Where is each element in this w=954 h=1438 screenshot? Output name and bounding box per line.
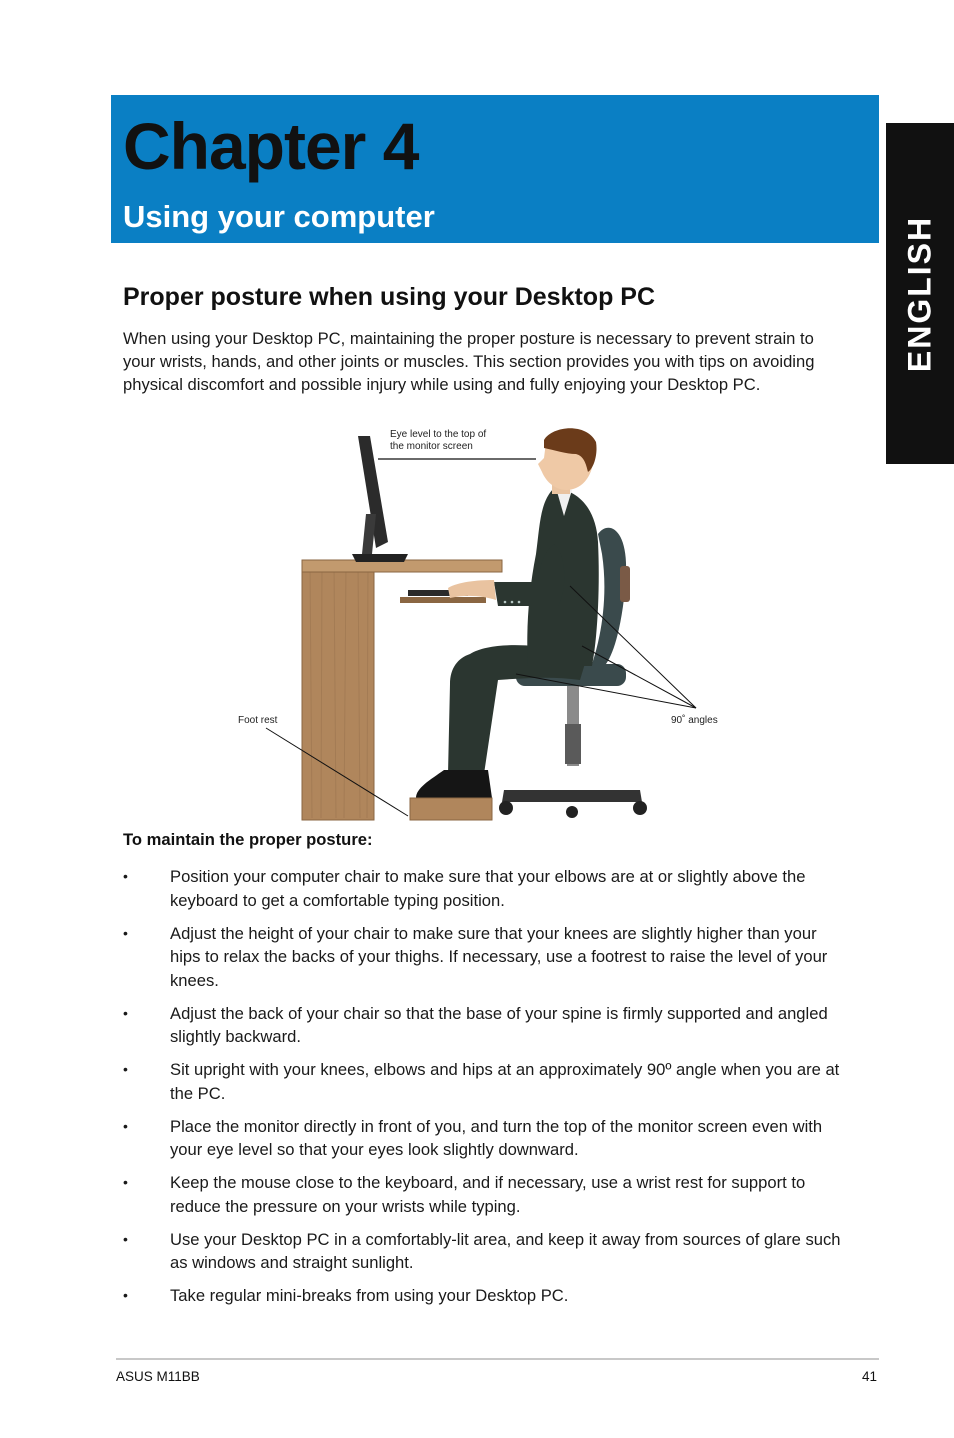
intro-paragraph: When using your Desktop PC, maintaining the proper posture is necessary to prevent strain to your wrists, hands, and other joints or muscles. This section provides you with tips on avoiding physical discomfort and possible injury while using and fully enjoying your Desktop PC. <box>123 329 815 394</box>
posture-tip <box>118 1228 848 1275</box>
posture-tip <box>118 1058 848 1105</box>
foot-rest-caption: Foot rest <box>238 715 278 726</box>
posture-tip-text: Place the monitor directly in front of you, and turn the top of the monitor screen even with your eye level so that your eyes look slightly downward. <box>170 1116 823 1159</box>
posture-tips-list <box>118 865 848 1317</box>
posture-tip-text: Sit upright with your knees, elbows and hips at an approximately 90º angle when you are at the PC. <box>170 1060 840 1103</box>
posture-tip <box>118 1171 848 1218</box>
posture-tip <box>118 1284 848 1308</box>
bullet: • <box>123 1061 128 1077</box>
language-tab <box>886 123 954 464</box>
chapter-subtitle: Using your computer <box>123 199 435 234</box>
bullet: • <box>123 1004 128 1021</box>
section-heading: Proper posture when using your Desktop PC <box>123 283 656 311</box>
angles-caption: 90˚ angles <box>671 715 718 726</box>
posture-tip <box>118 1115 848 1162</box>
chapter-title: Chapter 4 <box>123 109 419 183</box>
posture-illustration <box>236 424 726 822</box>
footer-model: ASUS M11BB <box>116 1369 200 1384</box>
posture-drawing <box>236 424 726 822</box>
bullet: • <box>123 868 128 884</box>
posture-heading: To maintain the proper posture: <box>123 830 373 849</box>
footer-page-number: 41 <box>862 1369 878 1384</box>
bullet: • <box>123 1287 128 1303</box>
posture-tip <box>118 865 848 912</box>
posture-tip-text: Adjust the height of your chair to make sure that your knees are slightly higher than your hips to relax the backs of your thighs. If necessary, use a footrest to raise the level of your knees. <box>170 923 828 990</box>
bullet: • <box>123 1174 128 1190</box>
posture-tip <box>118 922 848 993</box>
bullet: • <box>123 924 128 941</box>
chapter-banner <box>111 95 879 243</box>
language-tab-label: ENGLISH <box>901 215 938 372</box>
footer-divider <box>116 1358 879 1360</box>
posture-tip-text: Keep the mouse close to the keyboard, and if necessary, use a wrist rest for support to reduce the pressure on your wrists while typing. <box>170 1173 806 1216</box>
desk-leg <box>302 560 374 820</box>
foot-rest <box>410 798 492 820</box>
keyboard-tray <box>400 597 486 603</box>
bullet: • <box>123 1117 128 1134</box>
posture-tip-text: Position your computer chair to make sure that your elbows are at or slightly above the keyboard to get a comfortable typing position. <box>170 867 806 910</box>
posture-tip-text: Use your Desktop PC in a comfortably-lit area, and keep it away from sources of glare such as windows and straight sunlight. <box>170 1229 841 1272</box>
posture-tip-text: Take regular mini-breaks from using your Desktop PC. <box>170 1286 569 1305</box>
posture-tip-text: Adjust the back of your chair so that the base of your spine is firmly supported and angled slightly backward. <box>170 1003 828 1046</box>
person-shoe <box>416 770 492 798</box>
eye-level-caption-line2: the monitor screen <box>390 441 473 452</box>
person-arm <box>494 544 564 606</box>
bullet: • <box>123 1230 128 1247</box>
eye-level-caption <box>390 429 486 453</box>
eye-level-caption-line1: Eye level to the top of <box>390 429 487 440</box>
posture-tip <box>118 1002 848 1049</box>
monitor-stand <box>352 554 408 562</box>
